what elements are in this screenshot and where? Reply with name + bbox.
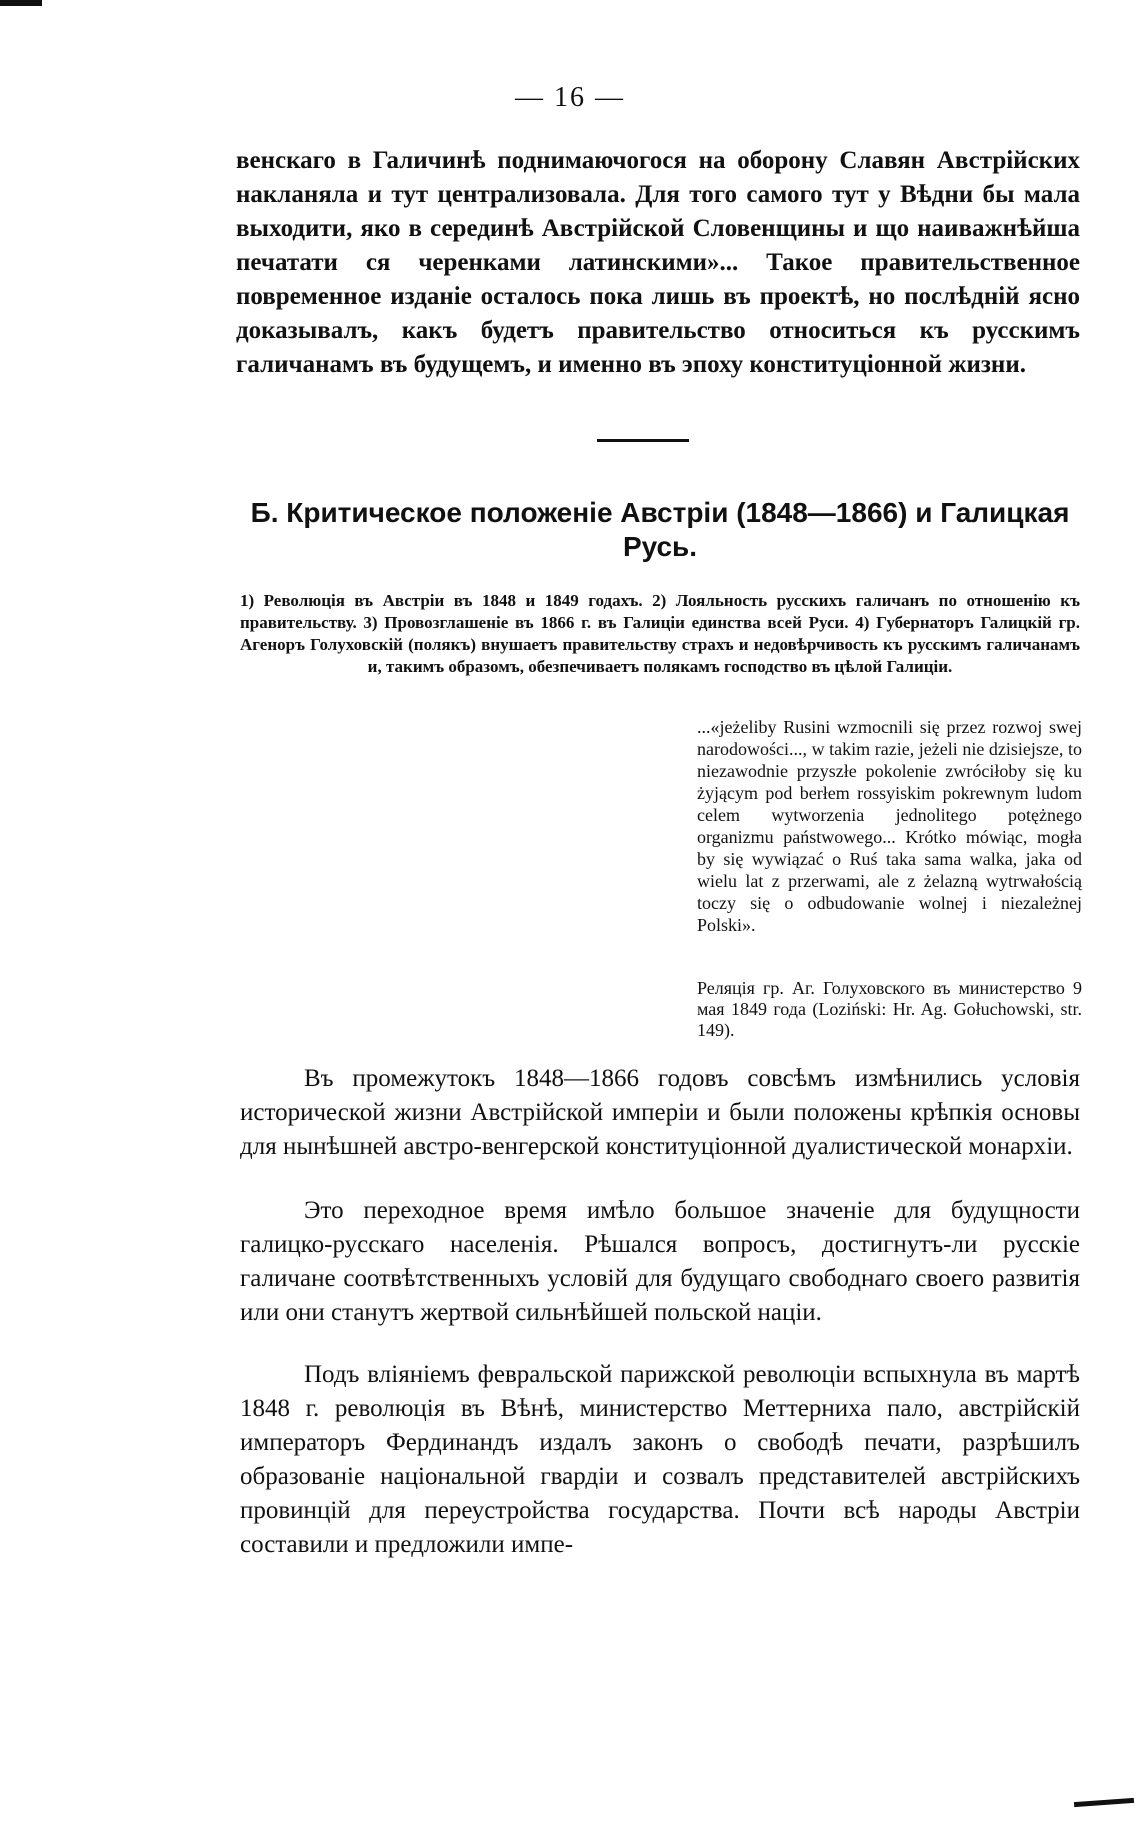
epigraph-source: Реляція гр. Аг. Голуховского въ министерство 9 мая 1849 года (Loziński: Hr. Ag. Gołuchowski, str. 149). [697,978,1082,1040]
section-summary: 1) Революція въ Австріи въ 1848 и 1849 годахъ. 2) Лояльность русскихъ галичанъ по отношенію къ правительству. 3) Провозглашеніе въ 1866 г. въ Галиціи единства всей Руси. 4) Губернаторъ Галицкій гр. Агеноръ Голуховскій (полякъ) внушаетъ правительству страхъ и недовѣрчивость къ русскимъ галичанамъ и, такимъ образомъ, обезпечиваетъ полякамъ господство въ цѣлой Галиціи. [240,591,1080,676]
scan-edge-mark-bottom-right [1074,1798,1134,1807]
body-paragraph: Подъ вліяніемъ февральской парижской революціи вспыхнула въ мартѣ 1848 г. революція въ Вѣнѣ, министерство Меттерниха пало, австрійскій императоръ Фердинандъ издалъ законъ о свободѣ печати, разрѣшилъ образованіе національной гвардіи и созвалъ представителей австрійскихъ провинцій для переустройства государства. Почти всѣ народы Австріи составили и предложили импе- [240,1361,1080,1558]
scan-edge-mark-top-left [0,0,42,6]
page-number: — 16 — [515,82,625,113]
intro-paragraph: венскаго в Галичинѣ поднимаючогося на оборону Славян Австрійских накланяла и тут централизовала. Для того самого тут у Вѣдни бы мала выходити, яко в серединѣ Австрійской Словенщины и що наиважнѣйша печатати ся черенками латинскими»... Такое правительственное повременное изданіе осталось пока лишь въ проектѣ, но послѣдній ясно доказывалъ, какъ будетъ правительство относиться къ русскимъ галичанамъ въ будущемъ, и именно въ эпоху конституціонной жизни. [236,147,1080,378]
section-heading: Б. Критическое положеніе Австріи (1848—1866) и Галицкая Русь. [250,497,1070,562]
epigraph-quote: ...«jeżeliby Rusini wzmocnili się przez rozwoj swej narodowości..., w takim razie, jeżeli nie dzisiejsze, to niezawodnie przyszłe pokolenie zwróciłoby się ku żyjącym pod berłem rossyiskim pokrewnym ludom celem wytworzenia jednolitego potężnego organizmu państwowego... Krótko mówiąc, mogła by się wywiązać o Ruś taka sama walka, jaka od wielu lat z przerwami, ale z żelazną wytrwałością toczy się o odbudowanie wolnej i niezależnej Polski». [697,717,1082,935]
body-paragraph: Въ промежутокъ 1848—1866 годовъ совсѣмъ измѣнились условія исторической жизни Австрійской имперіи и были положены крѣпкія основы для нынѣшней австро-венгерской конституціонной дуалистической монархіи. [240,1065,1080,1160]
section-divider [597,439,689,442]
body-paragraph: Это переходное время имѣло большое значеніе для будущности галицко-русскаго населенія. Рѣшался вопросъ, достигнутъ-ли русскіе галичане соотвѣтственныхъ условій для будущаго свободнаго своего развитія или они станутъ жертвой сильнѣйшей польской націи. [240,1197,1080,1326]
